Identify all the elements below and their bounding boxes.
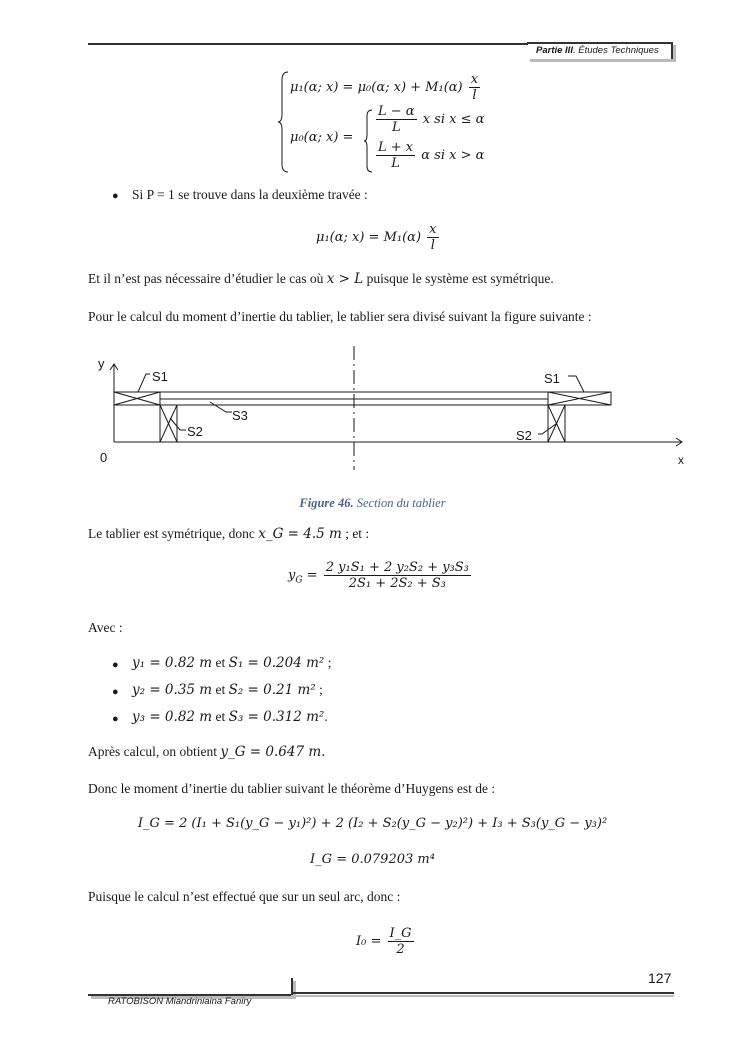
footer-author: RATOBISON Miandriniaina Faniry (108, 996, 252, 1007)
page-number: 127 (648, 970, 672, 986)
case-one: $\frac{L - \alpha}{L}$ x si x ≤ α (378, 104, 485, 135)
deck-section-figure (90, 340, 700, 480)
leader-s1-left (138, 374, 150, 392)
cases-brace (364, 108, 374, 174)
leader-s1-right (568, 376, 584, 392)
axis-label-origin: 0 (100, 450, 108, 465)
leader-s2-right (538, 424, 556, 434)
equation-mu1: μ₁(α; x) = μ₀(α; x) + M₁(α) $\frac{x}{l}$ (290, 72, 479, 103)
footer-box (88, 978, 293, 996)
avec-label: Avec : (88, 620, 123, 635)
footer-rule (291, 992, 674, 994)
apres-calcul: Après calcul, on obtient y_G = 0.647 m. (88, 744, 326, 760)
equation-mu0: μ₀(α; x) = (290, 130, 354, 145)
single-arc-statement: Puisque le calcul n’est effectué que sur un seul arc, donc : (88, 889, 401, 904)
equation-system (278, 68, 498, 176)
header-label: Partie III. Études Techniques (536, 45, 659, 56)
huygens-statement: Donc le moment d’inertie du tablier suivant le théorème d’Huygens est de : (88, 781, 496, 796)
bullet-dot: ● (112, 659, 119, 671)
label-s2-right: S2 (516, 428, 532, 443)
list-item: y₃ = 0.82 m et S₃ = 0.312 m². (132, 709, 328, 725)
list-item: y₁ = 0.82 m et S₁ = 0.204 m² ; (132, 655, 332, 671)
xg-statement: Le tablier est symétrique, donc x_G = 4.5 m ; et : (88, 526, 370, 542)
bullet-dot: ● (112, 713, 119, 725)
label-s1-right: S1 (544, 371, 560, 386)
list-item: y₂ = 0.35 m et S₂ = 0.21 m² ; (132, 682, 323, 698)
equation-mu1-second: μ₁(α; x) = M₁(α) $\frac{x}{l}$ (316, 222, 437, 253)
label-s1-left: S1 (152, 369, 168, 384)
symmetric-note: Et il n’est pas nécessaire d’étudier le cas où x > L puisque le système est symétrique. (88, 271, 554, 287)
ig-formula: I_G = 2 (I₁ + S₁(y_G − y₁)²) + 2 (I₂ + S₂(y_G − y₂)²) + I₃ + S₃(y_G − y₃)² (137, 816, 608, 831)
i0-formula: I₀ = $\frac{I\_G}{2}$ (356, 926, 412, 957)
bullet-case2: Si P = 1 se trouve dans la deuxième travée : (132, 187, 368, 202)
leader-s2-left (170, 418, 186, 430)
axis-label-x: x (678, 453, 684, 467)
label-s2-left: S2 (187, 424, 203, 439)
bullet-dot: ● (112, 190, 119, 202)
left-brace (278, 70, 290, 174)
bullet-dot: ● (112, 686, 119, 698)
ig-value: I_G = 0.079203 m⁴ (310, 852, 435, 867)
case-two: $\frac{L + x}{L}$ α si x > α (378, 140, 485, 171)
yg-formula: $y_G$ = $\frac{\text{2 y₁S₁ + 2 y₂S₂ + y₃S₃}}{\text{2S₁ + 2S₂ + S₃}}$ (288, 560, 469, 591)
inertia-intro: Pour le calcul du moment d’inertie du tablier, le tablier sera divisé suivant la figure suivante : (88, 309, 592, 324)
header-rule (88, 43, 528, 45)
leader-s3 (210, 402, 232, 412)
axis-label-y: y (98, 356, 105, 371)
label-s3: S3 (232, 408, 248, 423)
figure-caption: Figure 46. Section du tablier (299, 496, 446, 510)
